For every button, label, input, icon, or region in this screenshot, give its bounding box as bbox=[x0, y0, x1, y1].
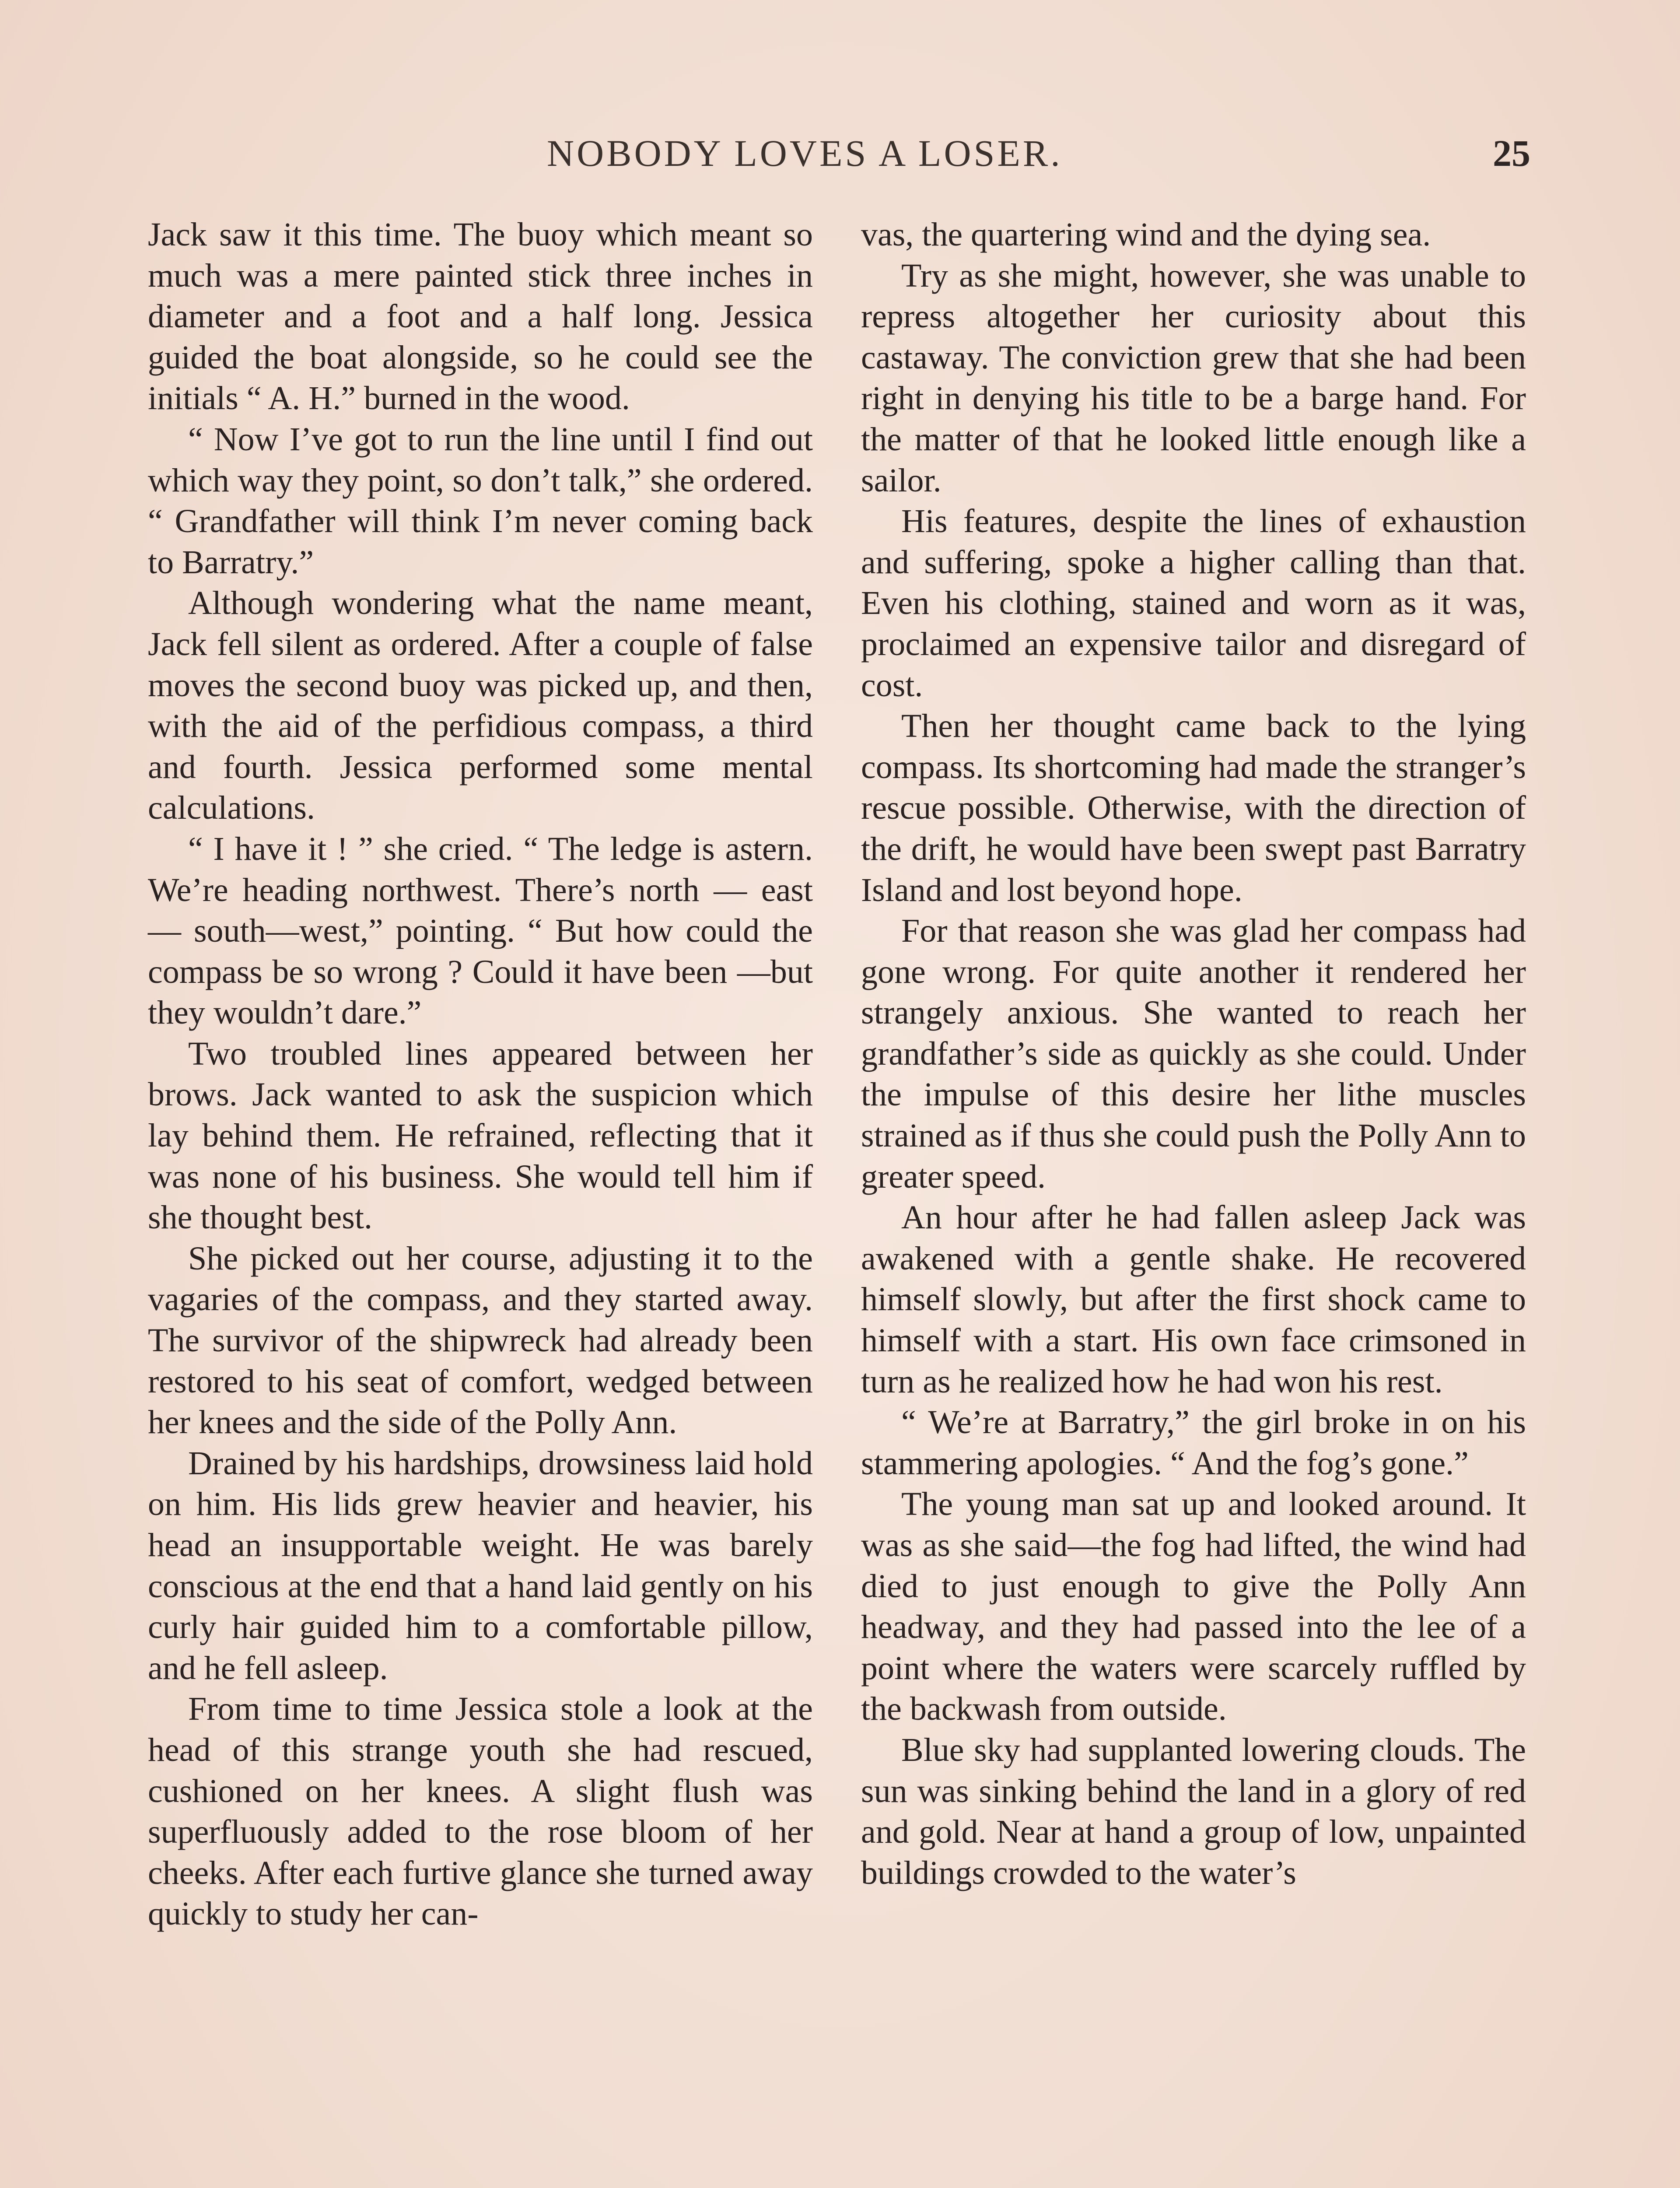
paragraph: An hour after he had fallen asleep Jack was awakened with a gentle shake. He recovered himself slowly, but after the first shock came to himself with a start. His own face crimsoned in turn as he realized how he had won his rest. bbox=[861, 1199, 1526, 1400]
paragraph: “ Now I’ve got to run the line until I find out which way they point, so don’t talk,” she ordered. “ Grandfather will think I’m never coming back to Barratry.” bbox=[148, 421, 813, 581]
paragraph: The young man sat up and looked around. It was as she said—the fog had lifted, the wind had died to just enough to give the Polly Ann headway, and they had passed into the lee of a point where the waters were scarcely ruffled by the backwash from outside. bbox=[861, 1486, 1526, 1728]
paragraph: From time to time Jessica stole a look at the head of this strange youth she had rescued, cushioned on her knees. A slight flush was superfluously added to the rose bloom of her cheeks. After each furtive glance she turned away quickly to study her can- bbox=[148, 1690, 813, 1932]
running-title: NOBODY LOVES A LOSER. bbox=[547, 132, 1063, 174]
paragraph: For that reason she was glad her compass had gone wrong. For quite another it rendered her strangely anxious. She wanted to reach her grandfather’s side as quickly as she could. Under the impulse of this desire her lithe muscles strained as if thus she could push the Polly Ann to greater speed. bbox=[861, 912, 1526, 1195]
paragraph: Then her thought came back to the lying compass. Its shortcoming had made the stranger’s rescue possible. Otherwise, with the direction of the drift, he would have been swept past Barratry Island and lost beyond hope. bbox=[861, 708, 1526, 908]
paragraph: Jack saw it this time. The buoy which meant so much was a mere painted stick three inches in diameter and a foot and a half long. Jessica guided the boat alongside, so he could see the initials “ A. H.” burned in the wood. bbox=[148, 216, 813, 417]
paragraph: She picked out her course, adjusting it to the vagaries of the compass, and they started away. The survivor of the shipwreck had already been restored to his seat of comfort, wedged between her knees and the side of the Polly Ann. bbox=[148, 1240, 813, 1441]
left-column bbox=[148, 214, 813, 1935]
paragraph: His features, despite the lines of exhaustion and suffering, spoke a higher calling than that. Even his clothing, stained and worn as it was, proclaimed an expensive tailor and disregard of cost. bbox=[861, 503, 1526, 704]
page-header bbox=[0, 131, 1680, 179]
right-column bbox=[861, 214, 1526, 1893]
paragraph: Although wondering what the name meant, Jack fell silent as ordered. After a couple of false moves the second buoy was picked up, and then, with the aid of the perfidious compass, a third and fourth. Jessica performed some mental calculations. bbox=[148, 585, 813, 827]
paragraph: Try as she might, however, she was unable to repress altogether her curiosity about this castaway. The conviction grew that she had been right in denying his title to be a barge hand. For the matter of that he looked little enough like a sailor. bbox=[861, 257, 1526, 499]
paragraph: “ We’re at Barratry,” the girl broke in on his stammering apologies. “ And the fog’s gone.” bbox=[861, 1404, 1526, 1482]
paragraph: Drained by his hardships, drowsiness laid hold on him. His lids grew heavier and heavier, his head an insupportable weight. He was barely conscious at the end that a hand laid gently on his curly hair guided him to a comfortable pillow, and he fell asleep. bbox=[148, 1445, 813, 1687]
paragraph: “ I have it ! ” she cried. “ The ledge is astern. We’re heading northwest. There’s north — east — south—west,” pointing. “ But how could the compass be so wrong ? Could it have been —but they wouldn’t dare.” bbox=[148, 830, 813, 1031]
paragraph: Blue sky had supplanted lowering clouds. The sun was sinking behind the land in a glory of red and gold. Near at hand a group of low, unpainted buildings crowded to the water’s bbox=[861, 1731, 1526, 1891]
page-number: 25 bbox=[1493, 132, 1530, 174]
paragraph-continuation: vas, the quartering wind and the dying sea. bbox=[861, 216, 1431, 253]
paragraph: Two troubled lines appeared between her brows. Jack wanted to ask the suspicion which lay behind them. He refrained, reflecting that it was none of his business. She would tell him if she thought best. bbox=[148, 1035, 813, 1236]
